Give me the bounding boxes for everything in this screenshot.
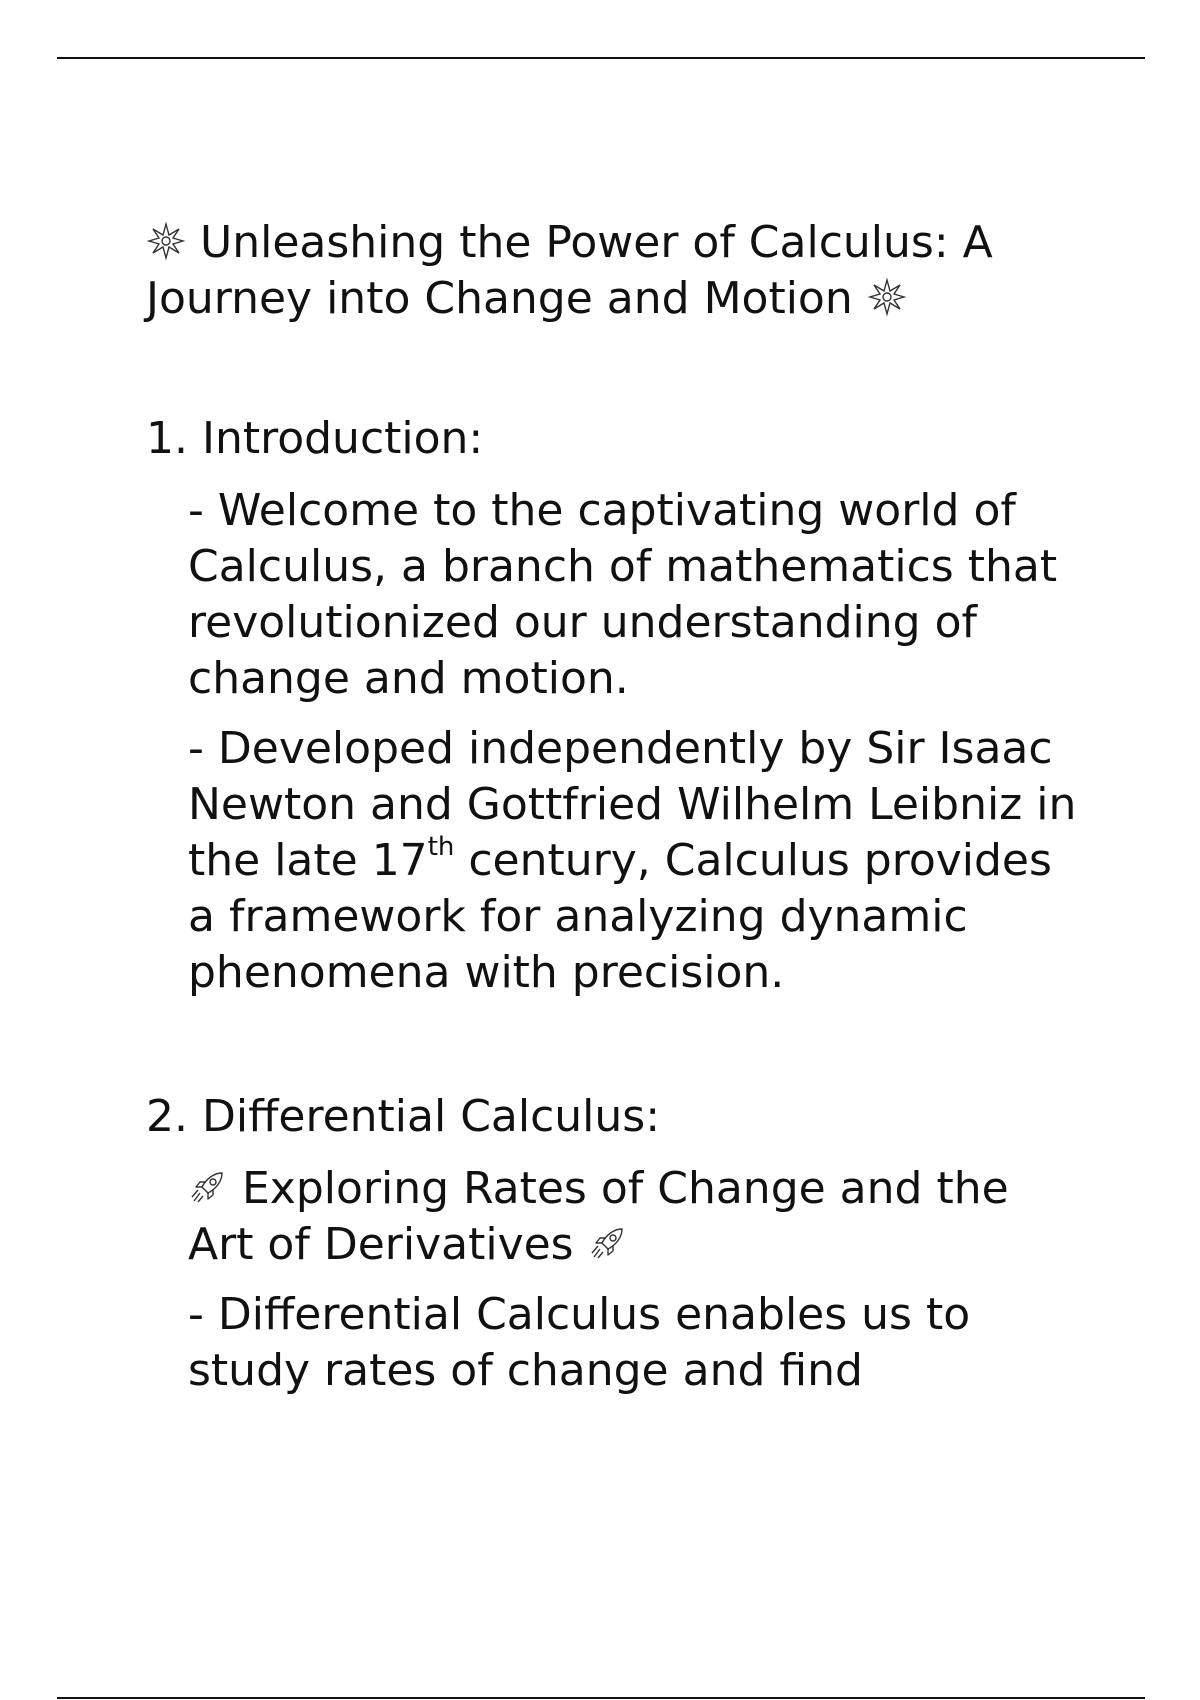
rocket-icon (588, 1223, 628, 1263)
document-title (146, 215, 1086, 327)
rocket-icon (188, 1167, 228, 1207)
title-text: Unleashing the Power of Calculus: A Journey into Change and Motion (146, 217, 993, 324)
sparkle-icon (867, 277, 907, 317)
top-rule (57, 57, 1145, 59)
intro-paragraph-1: - Welcome to the captivating world of Calculus, a branch of mathematics that revolutionized our understanding of change and motion. (188, 485, 1058, 704)
subtitle-text: Exploring Rates of Change and the Art of Derivatives (188, 1163, 1009, 1270)
ordinal-suffix: th (427, 832, 455, 863)
sparkle-icon (146, 221, 186, 261)
bottom-rule (57, 1697, 1145, 1699)
section-heading-differential: 2. Differential Calculus: (146, 1091, 661, 1142)
differential-subtitle (146, 1161, 1086, 1273)
intro-paragraph-2-text: - Developed independently by Sir Isaac Newton and Gottfried Wilhelm Leibniz in the late 17 (188, 723, 1077, 886)
section-heading-introduction: 1. Introduction: (146, 413, 484, 464)
differential-paragraph-1: - Differential Calculus enables us to study rates of change and find (188, 1289, 971, 1396)
intro-paragraph-2 (146, 721, 1086, 1001)
intro-paragraph-2-rest: century, Calculus provides a framework for analyzing dynamic phenomena with precision. (188, 835, 1052, 998)
document-body (146, 215, 1086, 1413)
